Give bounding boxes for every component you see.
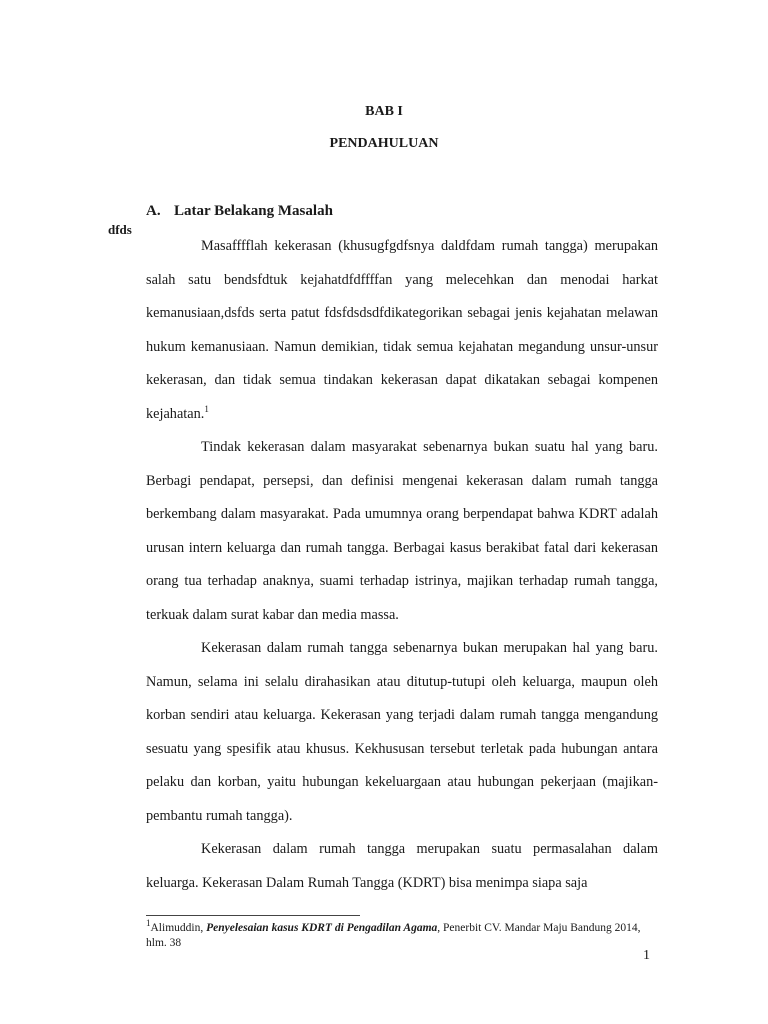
footnote-reference: 1	[204, 403, 209, 414]
chapter-title: PENDAHULUAN	[329, 136, 439, 151]
section-number: A.	[146, 203, 161, 219]
paragraph-3: Kekerasan dalam rumah tangga sebenarnya bukan merupakan hal yang baru. Namun, selama ini selalu dirahasikan atau ditutup-tutupi oleh keluarga, maupun oleh korban sendiri atau keluarga. Kekerasan yang terjadi dalam rumah tangga mengandung sesuatu yang spesifik atau khusus. Kekhususan tersebut terletak pada hubungan antara pelaku dan korban, yaitu hubungan kekeluargaan atau hubungan pekerjaan (majikan-pembantu rumah tangga).	[146, 640, 658, 824]
footnote	[146, 918, 658, 951]
body-text	[146, 230, 658, 900]
paragraph-1-text: Masafffflah kekerasan (khusugfgdfsnya daldfdam rumah tangga) merupakan salah satu bendsfdtuk kejahatdfdffffan yang melecehkan dan menodai harkat kemanusiaan,dsfds serta patut fdsfdsdsdfdikategorikan sebagai jenis kejahatan melawan hukum kemanusiaan. Namun demikian, tidak semua kejahatan megandung unsur-unsur kekerasan, dan tidak semua tindakan kekerasan dapat dikatakan sebagai kompenen kejahatan.	[146, 238, 658, 422]
margin-note: dfds	[108, 222, 132, 237]
page-number: 1	[643, 948, 650, 963]
footnote-book-title: Penyelesaian kasus KDRT di Pengadilan Agama	[206, 922, 438, 934]
footnote-separator	[146, 915, 360, 916]
paragraph-4: Kekerasan dalam rumah tangga merupakan suatu permasalahan dalam keluarga. Kekerasan Dalam Rumah Tangga (KDRT) bisa menimpa siapa saja	[146, 841, 658, 891]
section-title: Latar Belakang Masalah	[174, 203, 333, 219]
chapter-label: BAB I	[365, 104, 403, 119]
paragraph-2: Tindak kekerasan dalam masyarakat sebenarnya bukan suatu hal yang baru. Berbagi pendapat, persepsi, dan definisi mengenai kekerasan dalam rumah tangga berkembang dalam masyarakat. Pada umumnya orang berpendapat bahwa KDRT adalah urusan intern keluarga dan rumah tangga. Berbagai kasus berakibat fatal dari kekerasan orang tua terhadap anaknya, suami terhadap istrinya, majikan terhadap rumah tangga, terkuak dalam surat kabar dan media massa.	[146, 439, 658, 623]
paragraph-1	[146, 230, 658, 431]
section-heading	[146, 203, 333, 220]
footnote-number: 1	[146, 918, 151, 929]
footnote-publication: , Penerbit CV. Mandar Maju Bandung 2014, hlm. 38	[146, 922, 641, 949]
footnote-author: Alimuddin,	[150, 922, 207, 934]
